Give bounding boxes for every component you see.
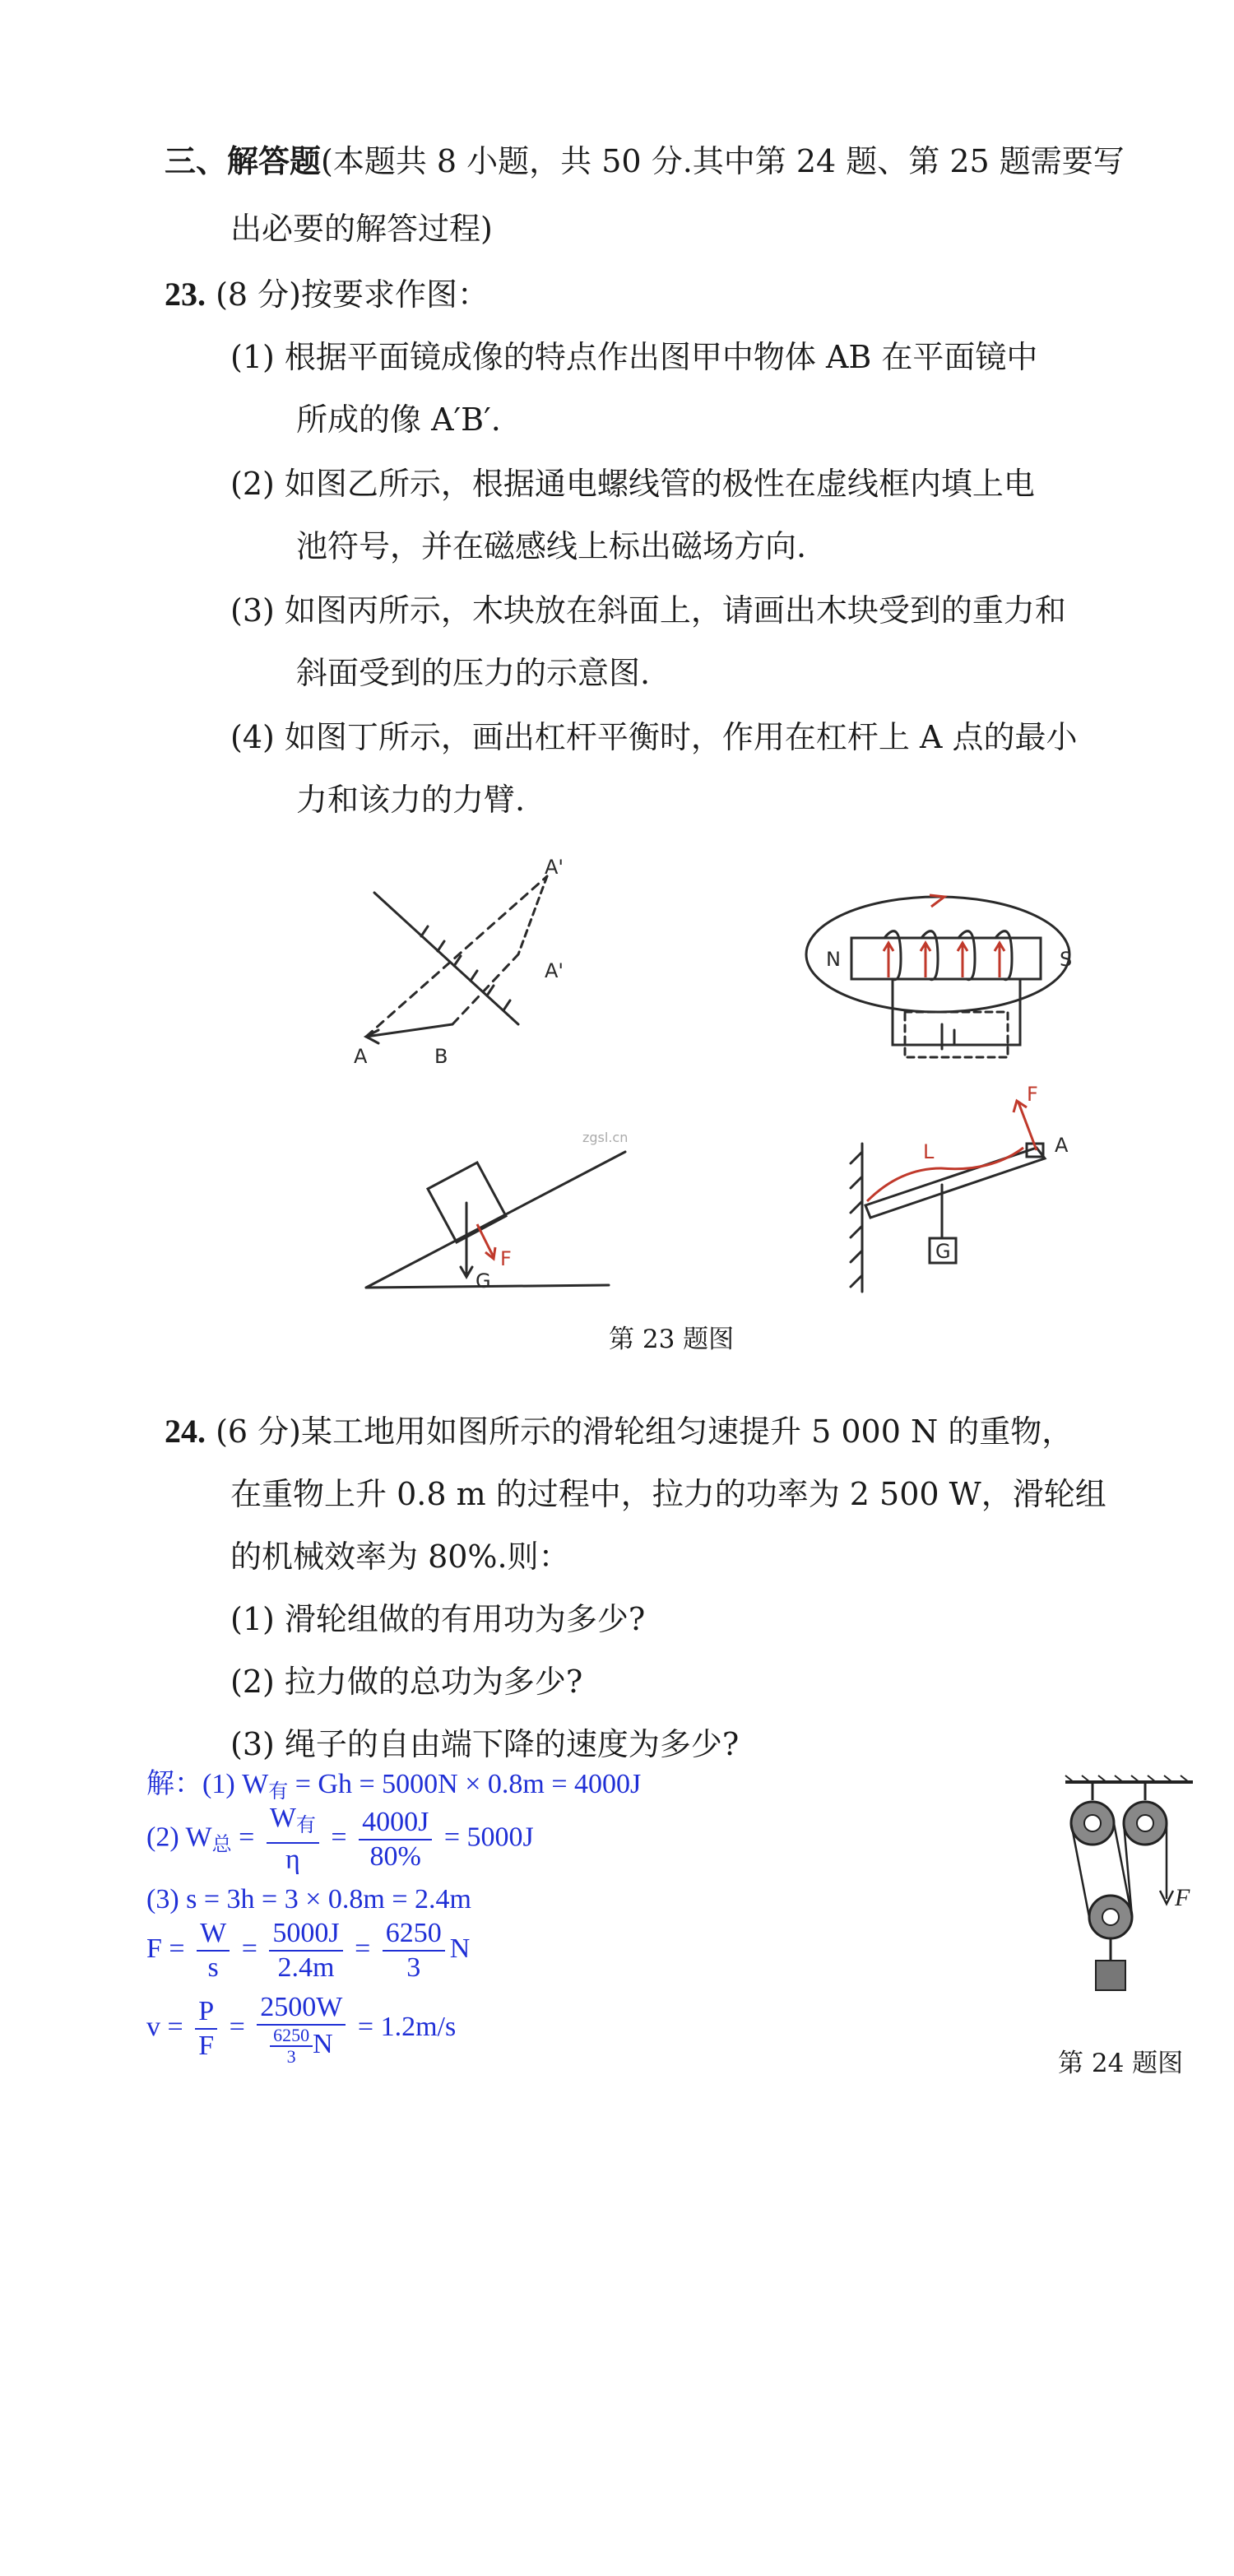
q24-line1: [165, 1412, 1073, 1451]
q24-line2: 在重物上升 0.8 m 的过程中，拉力的功率为 2 500 W，滑轮组: [230, 1476, 1106, 1512]
q24-sub3: (3) 绳子的自由端下降的速度为多少?: [230, 1726, 740, 1762]
q24-sub1: (1) 滑轮组做的有用功为多少?: [230, 1601, 646, 1637]
label-g-lever: G: [935, 1240, 951, 1263]
label-a-prime: A': [545, 959, 564, 982]
q23-item3-line2: 斜面受到的压力的示意图.: [296, 655, 651, 691]
answer-line1: 解：(1) $W_有 = Gh = 5000N \times 0.8m = 4000J$: [146, 1769, 642, 1803]
q24-line3: 的机械效率为 80%.则：: [230, 1539, 570, 1575]
q23-item4-line1: (4) 如图丁所示，画出杠杆平衡时，作用在杠杆上 A 点的最小: [230, 719, 1078, 755]
section-desc-2: 出必要的解答过程): [230, 211, 493, 247]
section-title: 三、解答题: [165, 142, 322, 179]
answer-line3: (3) s = 3h = 3 × 0.8m = 2.4m: [146, 1884, 471, 1915]
answer-line2: (2) $W_总$ = $\frac{W_有}{\eta}$ = $\frac{4000J}{80\%}$ = 5000J: [146, 1803, 534, 1875]
label-a: A: [354, 1045, 368, 1068]
label-a-lever: A: [1055, 1134, 1069, 1157]
figure-mirror: [329, 847, 592, 1078]
q23-intro: (8 分)按要求作图：: [216, 276, 489, 313]
watermark: zgsl.cn: [582, 1130, 629, 1145]
section-header: [165, 142, 1125, 181]
figure-solenoid: [814, 880, 1086, 1078]
battery-box: [905, 1012, 1008, 1057]
q23-caption: 第 23 题图: [609, 1325, 735, 1354]
q24-sub2: (2) 拉力做的总功为多少?: [230, 1664, 583, 1700]
answer-line5: v = $\frac{P}{F}$ = 2500W $\frac{6250}{3}$ N = 1.2m/s: [146, 1992, 457, 2067]
label-n: N: [826, 948, 841, 971]
label-g: G: [476, 1269, 491, 1293]
figure-incline: [354, 1130, 683, 1308]
label-f-incline: F: [500, 1247, 512, 1270]
label-l: L: [923, 1140, 935, 1163]
q23-item2-line1: (2) 如图乙所示，根据通电螺线管的极性在虚线框内填上电: [230, 466, 1035, 502]
q23-number: 23.: [165, 276, 206, 313]
incline-line: [366, 1152, 625, 1288]
label-s: S: [1060, 948, 1073, 971]
dashed-aa: [366, 876, 547, 1037]
label-f-lever: F: [1027, 1083, 1038, 1106]
label-f-pulley: F: [1175, 1884, 1190, 1911]
q23-heading: [165, 275, 489, 314]
section-desc-1: (本题共 8 小题，共 50 分.其中第 24 题、第 25 题需要写: [321, 143, 1125, 179]
q23-item1-line1: (1) 根据平面镜成像的特点作出图甲中物体 AB 在平面镜中: [230, 339, 1038, 375]
figure-pulley: [1061, 1775, 1209, 2022]
heavy-object: [1096, 1961, 1125, 1990]
q23-item1-line2: 所成的像 A′B′.: [296, 401, 501, 438]
figure-lever: [839, 1061, 1135, 1308]
q24-text-1: (6 分)某工地用如图所示的滑轮组匀速提升 5 000 N 的重物，: [216, 1413, 1074, 1450]
q23-item2-line2: 池符号，并在磁感线上标出磁场方向.: [296, 528, 807, 564]
q24-caption: 第 24 题图: [1058, 2049, 1184, 2078]
mirror-line: [374, 893, 518, 1024]
q24-number: 24.: [165, 1413, 206, 1450]
q23-item3-line1: (3) 如图丙所示，木块放在斜面上，请画出木块受到的重力和: [230, 592, 1066, 629]
answer-line4: F = $\frac{W}{s}$ = $\frac{5000J}{2.4m}$ = $\frac{6250}{3}$ N: [146, 1918, 471, 1983]
label-a-prime-top: A': [545, 856, 564, 879]
label-b: B: [434, 1045, 448, 1068]
q23-item4-line2: 力和该力的力臂.: [296, 782, 526, 818]
